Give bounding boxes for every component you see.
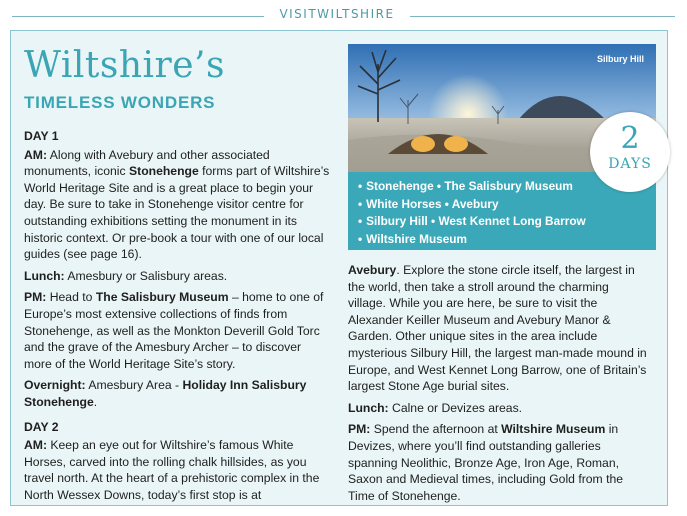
day1-pm-text-1: Head to bbox=[46, 290, 96, 305]
bullet: • bbox=[358, 214, 363, 228]
badge-label: DAYS bbox=[608, 156, 652, 172]
wiltshire-museum-bold: Wiltshire Museum bbox=[501, 422, 606, 437]
bullet: • bbox=[358, 179, 363, 193]
day2-lunch-paragraph bbox=[348, 400, 648, 417]
list-item bbox=[358, 213, 656, 231]
right-column bbox=[348, 262, 648, 509]
day2-heading: DAY 2 bbox=[24, 419, 59, 434]
day1-am-text-1: Along with Avebury and other associated monuments, iconic bbox=[24, 147, 270, 179]
day2-pm-text-1: Spend the afternoon at bbox=[370, 422, 502, 437]
overnight-label: Overnight: bbox=[24, 378, 86, 393]
header-rule-right bbox=[410, 16, 675, 17]
lunch-label: Lunch: bbox=[24, 268, 65, 283]
list-item bbox=[358, 231, 656, 249]
am-label: AM: bbox=[24, 438, 48, 453]
badge-number: 2 bbox=[620, 121, 640, 156]
avebury-bold: Avebury bbox=[348, 263, 397, 277]
day1-overnight-end: . bbox=[93, 394, 98, 409]
day1-lunch-text: Amesbury or Salisbury areas. bbox=[64, 268, 228, 283]
left-column bbox=[24, 128, 332, 508]
day2-lunch-text: Calne or Devizes areas. bbox=[388, 400, 523, 415]
photo-caption: Silbury Hill bbox=[596, 54, 644, 64]
salisbury-museum-bold: The Salisbury Museum bbox=[95, 290, 229, 305]
highlight-text: Stonehenge • The Salisbury Museum bbox=[366, 179, 573, 193]
am-label: AM: bbox=[24, 147, 48, 162]
day1-overnight-paragraph bbox=[24, 377, 332, 410]
bullet: • bbox=[358, 231, 363, 246]
header-rule-left bbox=[12, 16, 264, 17]
stonehenge-bold: Stonehenge bbox=[129, 164, 199, 179]
lunch-label: Lunch: bbox=[348, 400, 389, 415]
day1-lunch-paragraph bbox=[24, 268, 332, 285]
article-subtitle: TIMELESS WONDERS bbox=[24, 93, 216, 112]
day2-pm-text-2: in Devizes, where you’ll find outstanding galleries spanning Neolithic, Bronze Age, Iron Age, Roman, Saxon and Medieval times, including Gold from the Time of Stonehenge. bbox=[348, 422, 624, 503]
bullet: • bbox=[358, 196, 363, 211]
day1-pm-paragraph bbox=[24, 289, 332, 372]
day1-am-text-2: forms part of Wiltshire’s World Heritage Site and is a great place to begin your day. Be sure to take in Stonehenge visitor centre for outstanding exhibitions setting the monument in its historic context. Or pre-book a tour with one of our local guides (see page 16). bbox=[24, 164, 330, 262]
day2-avebury-paragraph bbox=[348, 262, 648, 395]
day1-overnight-text: Amesbury Area - bbox=[85, 378, 183, 393]
day2-am-paragraph bbox=[24, 437, 332, 503]
brand-label: VISITWILTSHIRE bbox=[279, 7, 395, 21]
highlight-text: Silbury Hill • West Kennet Long Barrow bbox=[366, 214, 586, 228]
days-badge bbox=[590, 112, 670, 192]
highlight-text: White Horses • Avebury bbox=[366, 196, 499, 211]
day1-am-paragraph bbox=[24, 147, 332, 263]
day1-heading: DAY 1 bbox=[24, 129, 59, 143]
day2-pm-paragraph bbox=[348, 421, 648, 504]
highlight-text: Wiltshire Museum bbox=[366, 231, 467, 246]
pm-label: PM: bbox=[24, 290, 47, 305]
article-title: Wiltshire’s bbox=[24, 45, 225, 86]
day2-avebury-text: . Explore the stone circle itself, the largest in the world, then take a stroll around the charming village. While you are here, be sure to visit the Alexander Keiller Museum and Avebury Manor & Garden. Other unique sites in the area include mysterious Silbury Hill, the largest man-made mound in Europe, and West Kennet Long Barrow, one of Britain’s largest Stone Age burial sites. bbox=[348, 263, 647, 394]
pm-label: PM: bbox=[348, 422, 371, 437]
day2-am-text: Keep an eye out for Wiltshire’s famous White Horses, carved into the rolling chalk hillsides, as you travel north. At the heart of a prehistoric complex in the North Wessex Downs, today’s first stop is at bbox=[24, 438, 320, 502]
hotel-bold: Holiday Inn Salisbury Stonehenge bbox=[24, 378, 307, 409]
day1-pm-text-2: – home to one of Europe’s most extensive collections of finds from Stonehenge, as well as the Monkton Deverill Gold Torc and the grave of the Amesbury Archer – to discover more of the World Heritage Site’s story. bbox=[24, 290, 324, 371]
list-item bbox=[358, 196, 656, 214]
